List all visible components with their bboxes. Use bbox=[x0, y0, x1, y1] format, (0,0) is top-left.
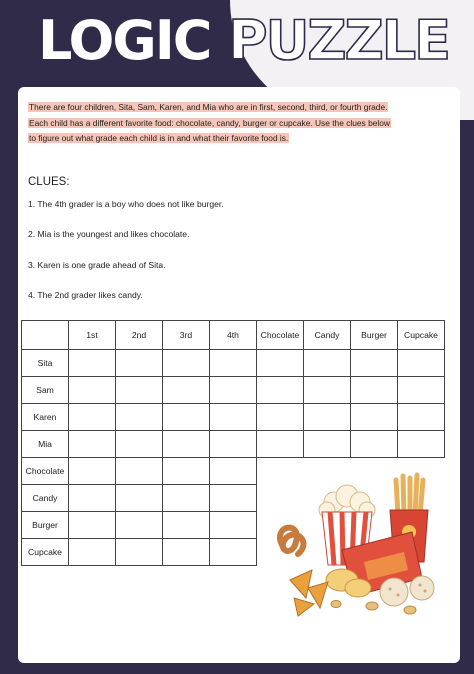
grid-cell[interactable] bbox=[116, 431, 163, 458]
nachos-icon bbox=[290, 570, 328, 616]
pretzel-icon bbox=[280, 528, 304, 554]
grid-cell[interactable] bbox=[116, 539, 163, 566]
grid-cell[interactable] bbox=[163, 431, 210, 458]
grid-cell[interactable] bbox=[210, 485, 257, 512]
grid-cell[interactable] bbox=[210, 404, 257, 431]
grid-cell[interactable] bbox=[69, 485, 116, 512]
column-header: 1st bbox=[69, 321, 116, 350]
grid-cell[interactable] bbox=[69, 539, 116, 566]
title-word-puzzle: PUZZLE bbox=[228, 9, 450, 72]
grid-cell[interactable] bbox=[116, 404, 163, 431]
grid-cell[interactable] bbox=[116, 350, 163, 377]
grid-cell[interactable] bbox=[398, 431, 445, 458]
grid-cell[interactable] bbox=[116, 512, 163, 539]
column-header: 4th bbox=[210, 321, 257, 350]
grid-cell[interactable] bbox=[351, 431, 398, 458]
row-label-child: Karen bbox=[22, 404, 69, 431]
grid-cell[interactable] bbox=[398, 404, 445, 431]
intro-paragraph bbox=[28, 100, 448, 147]
intro-line: There are four children, Sita, Sam, Karen, and Mia who are in first, second, third, or fourth grade. bbox=[29, 102, 388, 112]
intro-line: Each child has a different favorite food: chocolate, candy, burger or cupcake. Use the clues below bbox=[29, 117, 390, 128]
column-header: 3rd bbox=[163, 321, 210, 350]
grid-cell[interactable] bbox=[351, 377, 398, 404]
intro-line: to figure out what grade each child is in and what their favorite food is. bbox=[29, 133, 289, 143]
row-label-food: Burger bbox=[22, 512, 69, 539]
grid-cell[interactable] bbox=[210, 350, 257, 377]
row-label-food: Chocolate bbox=[22, 458, 69, 485]
corner-cell bbox=[22, 321, 69, 350]
grid-cell[interactable] bbox=[398, 350, 445, 377]
column-header: Cupcake bbox=[398, 321, 445, 350]
clue-1: 1. The 4th grader is a boy who does not like burger. bbox=[28, 199, 224, 209]
grid-cell[interactable] bbox=[304, 350, 351, 377]
grid-cell[interactable] bbox=[351, 404, 398, 431]
grid-cell[interactable] bbox=[163, 512, 210, 539]
grid-cell[interactable] bbox=[163, 377, 210, 404]
grid-cell[interactable] bbox=[210, 377, 257, 404]
grid-cell[interactable] bbox=[163, 350, 210, 377]
clue-3: 3. Karen is one grade ahead of Sita. bbox=[28, 260, 166, 270]
grid-cell[interactable] bbox=[116, 377, 163, 404]
grid-cell[interactable] bbox=[163, 458, 210, 485]
grid-cell[interactable] bbox=[398, 377, 445, 404]
grid-cell[interactable] bbox=[257, 350, 304, 377]
grid-cell[interactable] bbox=[351, 350, 398, 377]
junk-food-illustration bbox=[272, 470, 452, 620]
column-header: Candy bbox=[304, 321, 351, 350]
row-label-child: Sam bbox=[22, 377, 69, 404]
grid-cell[interactable] bbox=[210, 431, 257, 458]
grid-cell[interactable] bbox=[116, 485, 163, 512]
grid-cell[interactable] bbox=[69, 431, 116, 458]
clue-4: 4. The 2nd grader likes candy. bbox=[28, 290, 143, 300]
grid-cell[interactable] bbox=[69, 512, 116, 539]
row-label-food: Cupcake bbox=[22, 539, 69, 566]
grid-cell[interactable] bbox=[163, 539, 210, 566]
grid-cell[interactable] bbox=[210, 539, 257, 566]
grid-cell[interactable] bbox=[304, 431, 351, 458]
clue-2: 2. Mia is the youngest and likes chocolate. bbox=[28, 229, 190, 239]
grid-cell[interactable] bbox=[304, 404, 351, 431]
grid-cell[interactable] bbox=[257, 431, 304, 458]
grid-cell[interactable] bbox=[257, 404, 304, 431]
grid-cell[interactable] bbox=[210, 512, 257, 539]
grid-cell[interactable] bbox=[116, 458, 163, 485]
column-header: Burger bbox=[351, 321, 398, 350]
grid-cell[interactable] bbox=[69, 377, 116, 404]
row-label-child: Mia bbox=[22, 431, 69, 458]
grid-cell[interactable] bbox=[257, 377, 304, 404]
grid-cell[interactable] bbox=[163, 485, 210, 512]
column-header: Chocolate bbox=[257, 321, 304, 350]
clues-heading: CLUES: bbox=[28, 176, 70, 188]
grid-cell[interactable] bbox=[69, 458, 116, 485]
grid-cell[interactable] bbox=[210, 458, 257, 485]
grid-cell[interactable] bbox=[304, 377, 351, 404]
grid-cell[interactable] bbox=[163, 404, 210, 431]
row-label-child: Sita bbox=[22, 350, 69, 377]
grid-cell[interactable] bbox=[69, 404, 116, 431]
row-label-food: Candy bbox=[22, 485, 69, 512]
column-header: 2nd bbox=[116, 321, 163, 350]
grid-cell[interactable] bbox=[69, 350, 116, 377]
title-word-logic: LOGIC bbox=[38, 9, 211, 72]
